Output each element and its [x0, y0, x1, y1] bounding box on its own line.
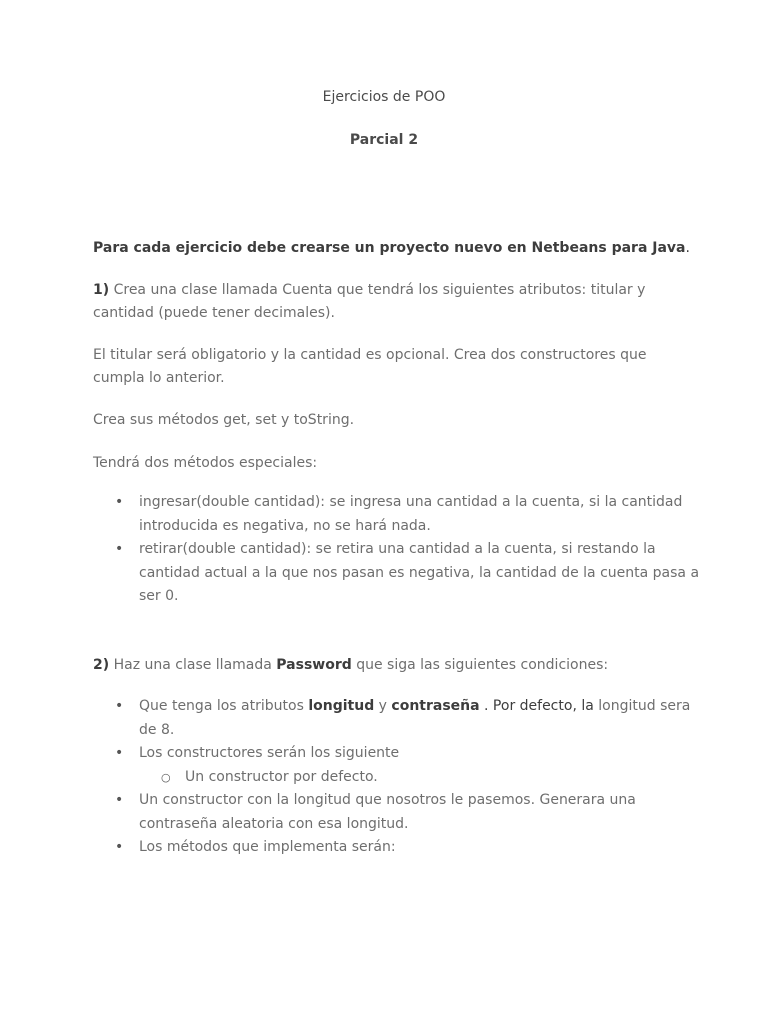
list-item-text: ingresar(double cantidad): se ingresa una cantidad a la cuenta, si la cantidad introducida es negativa, no se hará nada.: [139, 494, 683, 534]
bullet-icon: •: [115, 792, 124, 808]
exercise-2-text-b: que siga las siguientes condiciones:: [351, 657, 609, 673]
list-item-text-end: longitud sera de 8.: [139, 698, 691, 738]
list-item-text: Un constructor con la longitud que nosotros le pasemos. Generara una contraseña aleatoria con esa longitud.: [139, 792, 636, 832]
list-item-default-text: . Por defecto, la: [479, 698, 594, 714]
list-item: [93, 538, 703, 609]
document-title: Ejercicios de POO: [322, 89, 446, 105]
document-subtitle: Parcial 2: [349, 132, 419, 148]
exercise-1-number: 1): [93, 282, 110, 298]
exercise-1-methods-list: [93, 491, 703, 609]
list-item-bold-contrasena: contraseña: [391, 698, 480, 714]
exercise-1-paragraph-4: Tendrá dos métodos especiales:: [93, 455, 318, 471]
exercise-2-number: 2): [93, 657, 110, 673]
sub-list-item-text: Un constructor por defecto.: [185, 768, 378, 785]
list-item: [93, 789, 703, 836]
list-item-bold-longitud: longitud: [308, 698, 375, 714]
intro-text: Para cada ejercicio debe crearse un proyecto nuevo en Netbeans para Java: [93, 240, 686, 256]
intro-period: .: [685, 240, 690, 256]
bullet-icon: •: [115, 698, 124, 714]
list-item: [93, 491, 703, 538]
exercise-2-conditions-list: [93, 695, 703, 860]
exercise-1-paragraph-2: El titular será obligatorio y la cantidad es opcional. Crea dos constructores que cumpla lo anterior.: [93, 347, 647, 386]
bullet-icon: •: [115, 745, 124, 761]
list-item: [93, 742, 703, 766]
bullet-icon: •: [115, 541, 124, 557]
exercise-1-paragraph-3: Crea sus métodos get, set y toString.: [93, 412, 355, 428]
list-item-text-a: Que tenga los atributos: [139, 698, 309, 714]
list-item-text: Los métodos que implementa serán:: [139, 839, 396, 855]
list-item-text-mid: y: [374, 698, 392, 714]
exercise-1-statement: [93, 279, 693, 325]
list-item-text: Los constructores serán los siguiente: [139, 745, 400, 761]
sub-list-item: [93, 766, 703, 790]
exercise-2-class-name: Password: [276, 657, 352, 673]
list-item-text: retirar(double cantidad): se retira una cantidad a la cuenta, si restando la cantidad actual a la que nos pasan es negativa, la cantidad de la cuenta pasa a ser 0.: [139, 541, 700, 604]
list-item: [93, 836, 703, 860]
exercise-2-text-a: Haz una clase llamada: [109, 657, 277, 673]
list-item: [93, 695, 703, 742]
bullet-icon: •: [115, 839, 124, 855]
exercise-1-text: Crea una clase llamada Cuenta que tendrá los siguientes atributos: titular y cantidad (puede tener decimales).: [93, 282, 646, 321]
exercise-2-statement: [93, 654, 693, 677]
intro-paragraph: [93, 237, 693, 260]
hollow-bullet-icon: ○: [161, 770, 171, 784]
bullet-icon: •: [115, 494, 124, 510]
